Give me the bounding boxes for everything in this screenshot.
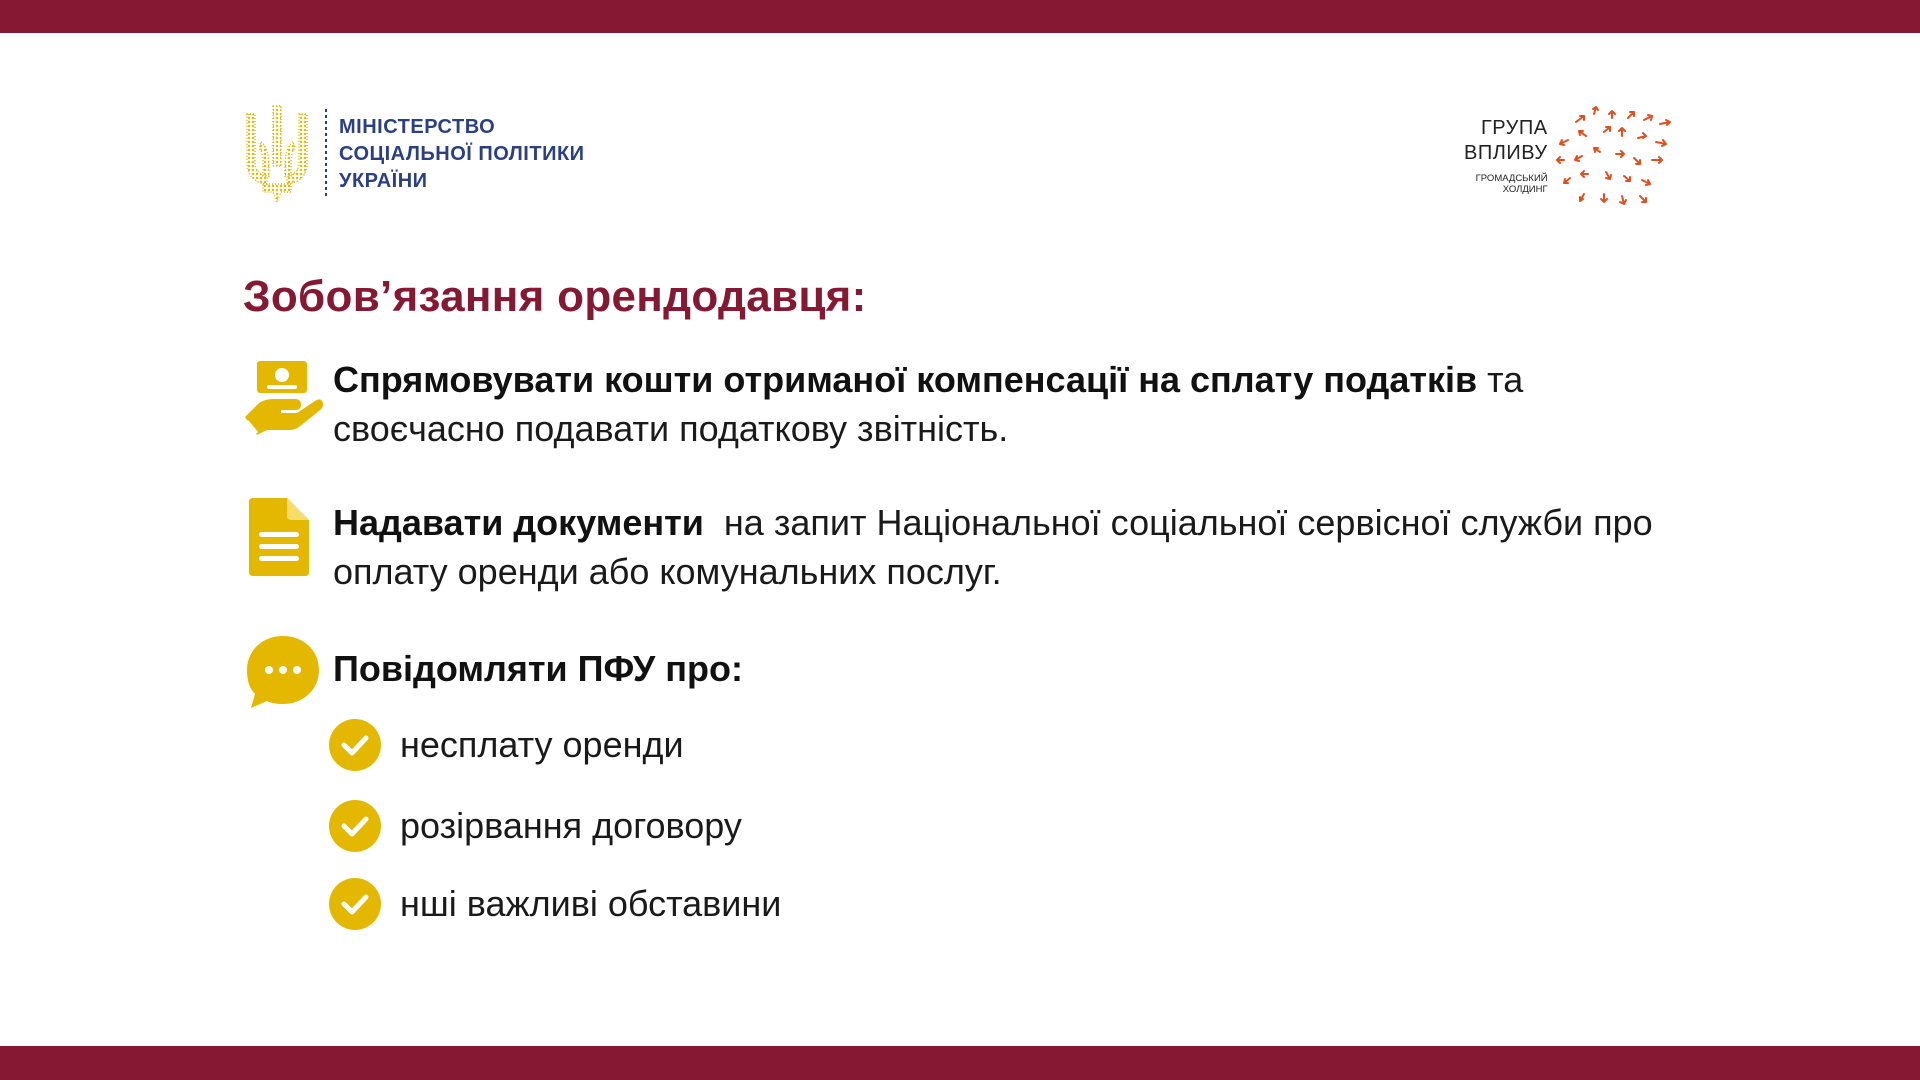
list-item-text: нші важливі обставини [400, 883, 782, 924]
ministry-name-line: СОЦІАЛЬНОЇ ПОЛІТИКИ [339, 142, 585, 165]
hand-money-icon [243, 355, 323, 435]
list-item [328, 718, 684, 772]
obligation-bold: Спрямовувати кошти отриманої компенсації на сплату податків [333, 359, 1478, 400]
partner-logo [1464, 106, 1678, 208]
trident-icon [243, 104, 311, 204]
obligation-rest: та своєчасно подавати податкову звітність. [333, 359, 1524, 449]
obligation-item [243, 498, 1663, 596]
document-icon [243, 498, 323, 578]
obligation-rest: на запит Національної соціальної сервісної служби про оплату оренди або комунальних послуг. [333, 502, 1653, 592]
obligation-item [243, 632, 1663, 712]
partner-tagline: ГРОМАДСЬКИЙ ХОЛДИНГ [1475, 173, 1548, 195]
bottom-accent-bar [0, 1046, 1920, 1080]
obligation-bold: Повідомляти ПФУ про: [333, 648, 743, 689]
list-item-text: несплату оренди [400, 724, 684, 765]
list-item [328, 799, 742, 853]
arrows-cluster-icon [1556, 106, 1678, 208]
chat-bubble-icon [243, 632, 323, 712]
check-circle-icon [328, 877, 382, 931]
list-item [328, 877, 781, 931]
ministry-logo [243, 104, 585, 204]
list-item-text: розірвання договору [400, 805, 742, 846]
partner-name-line: ВПЛИВУ [1464, 142, 1548, 164]
ministry-name [339, 114, 585, 195]
check-circle-icon [328, 799, 382, 853]
logo-divider [325, 109, 327, 199]
obligation-bold: Надавати документи [333, 502, 704, 543]
check-circle-icon [328, 718, 382, 772]
page-title: Зобов’язання орендодавця: [243, 272, 867, 321]
obligation-item [243, 355, 1663, 453]
top-accent-bar [0, 0, 1920, 33]
ministry-name-line: МІНІСТЕРСТВО [339, 115, 496, 138]
ministry-name-line: УКРАЇНИ [339, 169, 428, 192]
partner-name-line: ГРУПА [1480, 117, 1548, 139]
